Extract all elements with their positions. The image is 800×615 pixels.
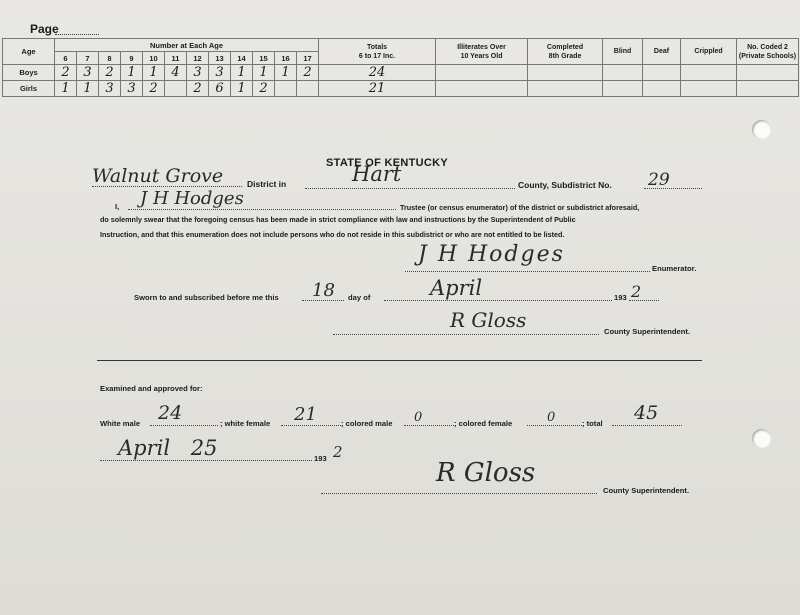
count-cell: 1 xyxy=(77,81,99,97)
subdistrict-line xyxy=(644,188,702,189)
count-cell: 2 xyxy=(297,65,319,81)
white-female-label: ; white female xyxy=(220,419,271,428)
age-6: 6 xyxy=(55,52,77,65)
subdistrict-number: 29 xyxy=(648,170,670,190)
day-of-label: day of xyxy=(348,293,371,302)
empty-cell xyxy=(603,81,643,97)
white-female-value: 21 xyxy=(294,404,317,425)
age-8: 8 xyxy=(99,52,121,65)
table-header-row xyxy=(3,39,799,52)
empty-cell xyxy=(528,65,603,81)
sworn-day-line xyxy=(302,300,344,301)
count-cell: 1 xyxy=(231,81,253,97)
white-female-line xyxy=(281,425,341,426)
sworn-month: April xyxy=(430,276,483,300)
final-superintendent-line xyxy=(321,493,597,494)
table-row-boys xyxy=(3,65,799,81)
private-schools-header: No. Coded 2 (Private Schools) xyxy=(737,39,799,65)
count-cell: 2 xyxy=(187,81,209,97)
final-superintendent-label: County Superintendent. xyxy=(603,486,690,495)
final-superintendent-signature: R Gloss xyxy=(436,458,536,488)
empty-cell xyxy=(681,81,737,97)
punch-hole-top xyxy=(752,120,771,139)
count-cell: 1 xyxy=(253,65,275,81)
empty-cell xyxy=(643,65,681,81)
county-subdistrict-label: County, Subdistrict No. xyxy=(518,180,612,190)
row-label-boys: Boys xyxy=(3,65,55,81)
empty-cell xyxy=(603,65,643,81)
approved-year-prefix: 193 xyxy=(314,454,327,463)
age-9: 9 xyxy=(121,52,143,65)
deaf-header: Deaf xyxy=(643,39,681,65)
age-header: Age xyxy=(3,39,55,65)
oath-line-3: Instruction, and that this enumeration does not include persons who do not reside in this subdistrict or who are not entitled to be listed. xyxy=(100,230,565,239)
sworn-day: 18 xyxy=(312,280,335,301)
total-cell-girls: 21 xyxy=(319,81,436,97)
empty-cell xyxy=(737,81,799,97)
illiterates-header: Illiterates Over 10 Years Old xyxy=(436,39,528,65)
total-label: ; total xyxy=(582,419,603,428)
count-cell: 2 xyxy=(99,65,121,81)
district-in-label: District in xyxy=(247,179,287,189)
empty-cell xyxy=(528,81,603,97)
total-cell-boys: 24 xyxy=(319,65,436,81)
sworn-label: Sworn to and subscribed before me this xyxy=(134,293,279,302)
form-title: STATE OF KENTUCKY xyxy=(326,157,449,169)
section-divider xyxy=(97,360,702,361)
count-cell xyxy=(165,81,187,97)
age-10: 10 xyxy=(143,52,165,65)
age-7: 7 xyxy=(77,52,99,65)
empty-cell xyxy=(643,81,681,97)
oath-line-2: do solemnly swear that the foregoing census has been made in strict compliance with law and instructions by the Superintendent of Public xyxy=(100,215,576,224)
approved-date-line xyxy=(100,460,312,461)
superintendent-line xyxy=(333,334,599,335)
count-cell: 1 xyxy=(231,65,253,81)
trustee-line xyxy=(128,209,396,210)
count-cell: 3 xyxy=(209,65,231,81)
colored-female-label: ; colored female xyxy=(454,419,513,428)
table-row-girls xyxy=(3,81,799,97)
count-cell: 4 xyxy=(165,65,187,81)
count-cell: 6 xyxy=(209,81,231,97)
count-cell: 1 xyxy=(275,65,297,81)
count-cell: 3 xyxy=(99,81,121,97)
total-value: 45 xyxy=(634,402,659,424)
count-cell: 1 xyxy=(121,65,143,81)
sworn-year-suffix: 2 xyxy=(631,282,642,301)
totals-header: Totals 6 to 17 Inc. xyxy=(319,39,436,65)
county-line xyxy=(305,188,515,189)
row-label-girls: Girls xyxy=(3,81,55,97)
count-cell: 2 xyxy=(143,81,165,97)
county-name: Hart xyxy=(352,162,402,186)
count-cell: 2 xyxy=(55,65,77,81)
district-name-line xyxy=(92,186,242,187)
empty-cell xyxy=(737,65,799,81)
number-at-each-age-header: Number at Each Age xyxy=(55,39,319,52)
sworn-year-prefix: 193 xyxy=(614,293,627,302)
county-superintendent-label: County Superintendent. xyxy=(604,327,691,336)
age-11: 11 xyxy=(165,52,187,65)
white-male-value: 24 xyxy=(158,402,183,424)
trustee-name: J H Hodges xyxy=(140,188,244,209)
crippled-header: Crippled xyxy=(681,39,737,65)
approved-date: April 25 xyxy=(118,436,218,460)
white-male-line xyxy=(150,425,218,426)
count-cell: 2 xyxy=(253,81,275,97)
colored-female-line xyxy=(527,425,582,426)
page-number-line xyxy=(55,34,99,35)
completed-8th-header: Completed 8th Grade xyxy=(528,39,603,65)
count-cell: 3 xyxy=(121,81,143,97)
white-male-label: White male xyxy=(100,419,141,428)
district-name: Walnut Grove xyxy=(92,165,224,187)
age-17: 17 xyxy=(297,52,319,65)
oath-line-1: Trustee (or census enumerator) of the district or subdistrict aforesaid, xyxy=(400,203,640,212)
count-cell: 1 xyxy=(55,81,77,97)
blind-header: Blind xyxy=(603,39,643,65)
i-label: I, xyxy=(115,202,120,211)
enumerator-line xyxy=(405,271,650,272)
count-cell: 3 xyxy=(187,65,209,81)
count-cell: 3 xyxy=(77,65,99,81)
colored-male-label: ; colored male xyxy=(341,419,393,428)
colored-female-value: 0 xyxy=(547,410,556,425)
enumerator-signature: J H Hodges xyxy=(418,242,565,267)
colored-male-value: 0 xyxy=(414,410,423,425)
approved-year-suffix: 2 xyxy=(333,443,343,461)
count-cell: 1 xyxy=(143,65,165,81)
sworn-month-line xyxy=(384,300,612,301)
examined-label: Examined and approved for: xyxy=(100,384,203,393)
enumerator-label: Enumerator. xyxy=(652,264,697,273)
count-cell xyxy=(275,81,297,97)
age-12: 12 xyxy=(187,52,209,65)
age-14: 14 xyxy=(231,52,253,65)
count-cell xyxy=(297,81,319,97)
page-label: Page xyxy=(30,22,59,36)
punch-hole-bottom xyxy=(752,429,771,448)
age-13: 13 xyxy=(209,52,231,65)
census-table xyxy=(2,38,799,97)
empty-cell xyxy=(436,65,528,81)
colored-male-line xyxy=(404,425,454,426)
superintendent-signature: R Gloss xyxy=(450,308,527,332)
age-15: 15 xyxy=(253,52,275,65)
total-line xyxy=(612,425,682,426)
empty-cell xyxy=(681,65,737,81)
sworn-year-line xyxy=(629,300,659,301)
empty-cell xyxy=(436,81,528,97)
age-16: 16 xyxy=(275,52,297,65)
